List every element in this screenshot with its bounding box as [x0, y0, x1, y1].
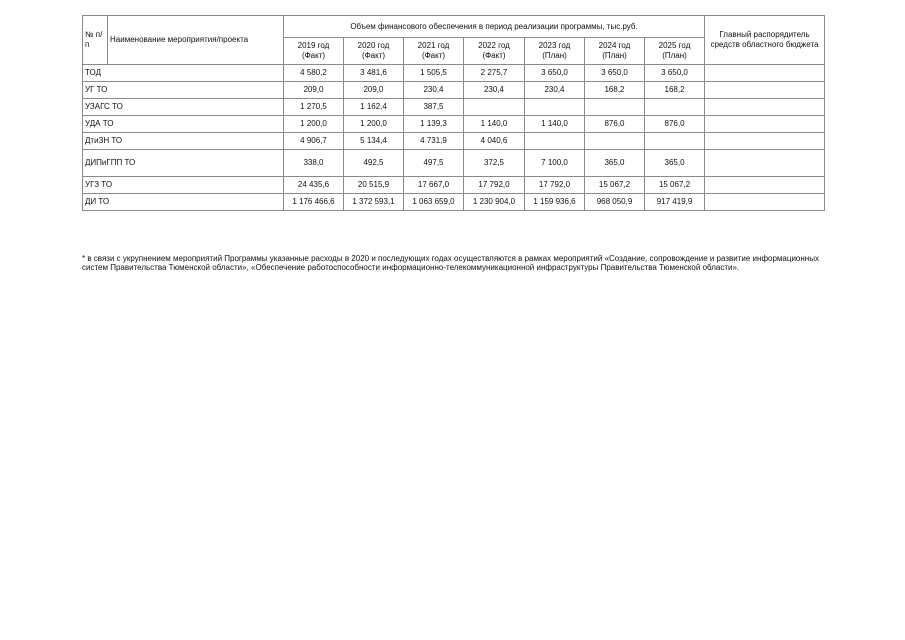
row-value: 4 731,9 [404, 133, 464, 150]
header-year [585, 38, 645, 65]
row-value: 24 435,6 [284, 177, 344, 194]
row-value: 968 050,9 [585, 194, 645, 211]
header-year-kind: (План) [542, 51, 567, 60]
header-year-kind: (Факт) [482, 51, 506, 60]
row-value [645, 99, 705, 116]
table-row [83, 194, 825, 211]
row-value [585, 99, 645, 116]
row-value: 1 230 904,0 [464, 194, 525, 211]
row-value: 17 792,0 [464, 177, 525, 194]
header-year-label: 2021 год [417, 41, 450, 50]
row-name: ДИ ТО [83, 194, 284, 211]
row-value: 1 372 593,1 [344, 194, 404, 211]
table-row [83, 133, 825, 150]
row-value [645, 133, 705, 150]
header-num: № п/п [83, 16, 108, 65]
row-value: 372,5 [464, 150, 525, 177]
row-value: 4 040,6 [464, 133, 525, 150]
row-value: 1 200,0 [344, 116, 404, 133]
row-value: 17 667,0 [404, 177, 464, 194]
row-value: 3 481,6 [344, 65, 404, 82]
header-name: Наименование мероприятия/проекта [108, 16, 284, 65]
header-year-label: 2024 год [598, 41, 631, 50]
table-row [83, 65, 825, 82]
row-name: ТОД [83, 65, 284, 82]
table-body [83, 65, 825, 211]
row-value: 230,4 [404, 82, 464, 99]
table-row [83, 82, 825, 99]
row-value: 876,0 [645, 116, 705, 133]
row-value: 230,4 [525, 82, 585, 99]
header-year [525, 38, 585, 65]
header-year-label: 2023 год [538, 41, 571, 50]
row-value: 1 162,4 [344, 99, 404, 116]
row-value: 230,4 [464, 82, 525, 99]
row-value: 3 650,0 [585, 65, 645, 82]
row-value: 4 906,7 [284, 133, 344, 150]
row-value: 7 100,0 [525, 150, 585, 177]
table-row [83, 150, 825, 177]
header-year-label: 2019 год [297, 41, 330, 50]
row-value: 1 505,5 [404, 65, 464, 82]
row-value: 168,2 [585, 82, 645, 99]
header-year-label: 2025 год [658, 41, 691, 50]
row-value: 3 650,0 [645, 65, 705, 82]
row-value: 15 067,2 [645, 177, 705, 194]
row-value: 876,0 [585, 116, 645, 133]
header-year [344, 38, 404, 65]
row-manager [705, 133, 825, 150]
row-value: 15 067,2 [585, 177, 645, 194]
header-manager: Главный распорядитель средств областного бюджета [705, 16, 825, 65]
row-name: ДтиЗН ТО [83, 133, 284, 150]
row-manager [705, 194, 825, 211]
table-header [83, 16, 825, 65]
row-value: 365,0 [585, 150, 645, 177]
row-value: 338,0 [284, 150, 344, 177]
header-year-label: 2020 год [357, 41, 390, 50]
row-value [464, 99, 525, 116]
row-name: УГ ТО [83, 82, 284, 99]
footnote: * в связи с укрупнением мероприятий Программы указанные расходы в 2020 и последующих годах осуществляются в рамках мероприятий «Создание, сопровождение и развитие информационных систем Правительства Тюменской области», «Обеспечение работоспособности информационно-телекоммуникационной инфраструктуры Правительства Тюменской области». [82, 254, 819, 272]
row-value: 1 270,5 [284, 99, 344, 116]
table-row [83, 116, 825, 133]
header-year-kind: (Факт) [361, 51, 386, 60]
row-value [525, 99, 585, 116]
header-year-label: 2022 год [478, 41, 510, 50]
row-value [525, 133, 585, 150]
header-year-kind: (План) [602, 51, 627, 60]
row-manager [705, 99, 825, 116]
row-value: 168,2 [645, 82, 705, 99]
header-year-kind: (План) [662, 51, 687, 60]
row-value: 17 792,0 [525, 177, 585, 194]
row-value: 1 140,0 [464, 116, 525, 133]
row-value: 1 176 466,6 [284, 194, 344, 211]
row-value: 1 140,0 [525, 116, 585, 133]
row-value: 2 275,7 [464, 65, 525, 82]
row-manager [705, 177, 825, 194]
row-name: ДИПиГПП ТО [83, 150, 284, 177]
header-year [464, 38, 525, 65]
row-value: 1 139,3 [404, 116, 464, 133]
row-manager [705, 65, 825, 82]
header-year-kind: (Факт) [421, 51, 446, 60]
header-financing-group: Объем финансового обеспечения в период реализации программы, тыс.руб. [284, 16, 705, 38]
row-name: УДА ТО [83, 116, 284, 133]
financing-table [82, 15, 825, 211]
row-manager [705, 150, 825, 177]
row-manager [705, 116, 825, 133]
header-year [404, 38, 464, 65]
row-name: УГЗ ТО [83, 177, 284, 194]
row-value: 1 159 936,6 [525, 194, 585, 211]
row-manager [705, 82, 825, 99]
row-value: 209,0 [284, 82, 344, 99]
row-value: 917 419,9 [645, 194, 705, 211]
table-row [83, 177, 825, 194]
row-value: 5 134,4 [344, 133, 404, 150]
row-value: 3 650,0 [525, 65, 585, 82]
row-value: 20 515,9 [344, 177, 404, 194]
row-value: 365,0 [645, 150, 705, 177]
row-value: 4 580,2 [284, 65, 344, 82]
row-value: 1 063 659,0 [404, 194, 464, 211]
row-value: 387,5 [404, 99, 464, 116]
row-value: 492,5 [344, 150, 404, 177]
row-value: 497,5 [404, 150, 464, 177]
table-row [83, 99, 825, 116]
header-year [645, 38, 705, 65]
header-year [284, 38, 344, 65]
row-name: УЗАГС ТО [83, 99, 284, 116]
header-year-kind: (Факт) [301, 51, 326, 60]
row-value [585, 133, 645, 150]
row-value: 1 200,0 [284, 116, 344, 133]
row-value: 209,0 [344, 82, 404, 99]
